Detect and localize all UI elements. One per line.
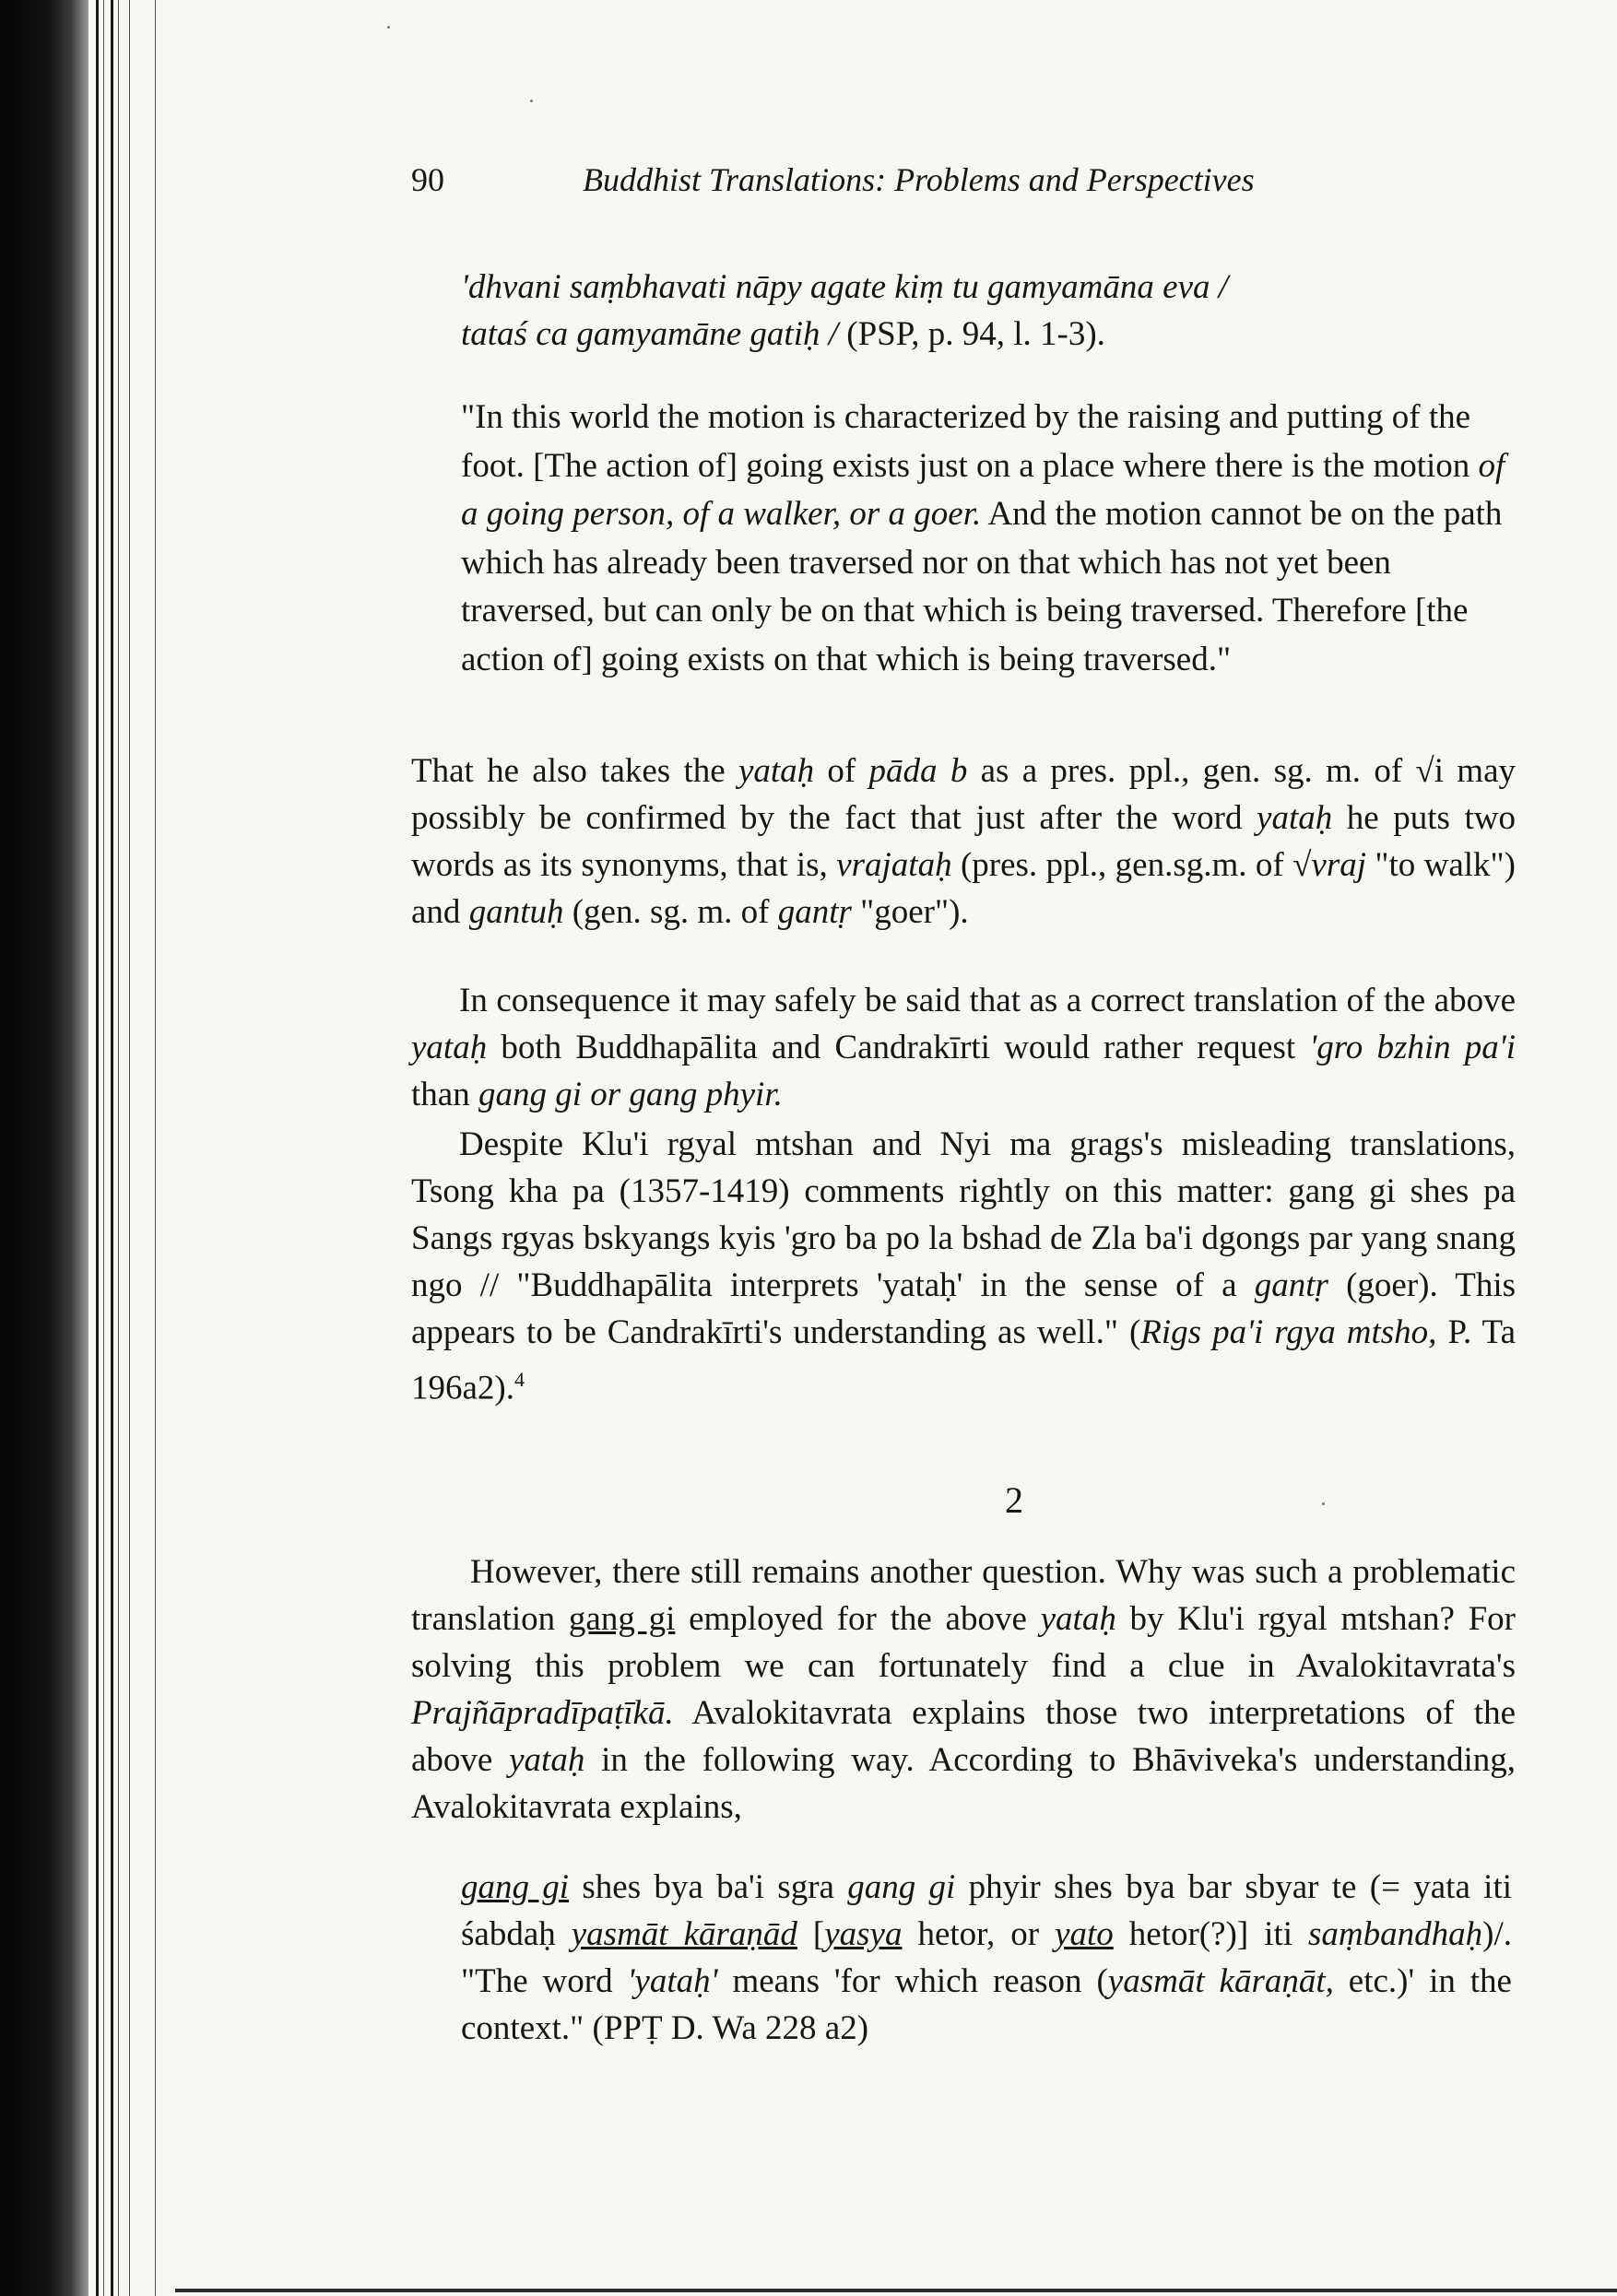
tibetan-quote: gang gi shes bya ba'i sgra gang gi phyir shes bya bar sbyar te (= yata iti śabdaḥ yasmāt kāraṇād [yasya hetor, or yato hetor(?)] iti saṃbandhaḥ)/. "The word 'yataḥ' means 'for which reason (yasmāt kāraṇāt, etc.)' in the context." (PPṬ D. Wa 228 a2) [461, 1868, 1513, 2047]
paragraph-2: In consequence it may safely be said that as a correct translation of the above yataḥ both Buddhapālita and Candrakīrti would rather request 'gro bzhin pa'i than gang gi or gang phyir. [411, 982, 1516, 1113]
paragraph-4: However, there still remains another question. Why was such a problematic translation gang gi employed for the above yataḥ by Klu'i rgyal mtshan? For solving this problem we can fortunately find a clue in Avalokitavrata's Prajñāpradīpaṭīkā. Avalokitavrata explains those two interpretations of the above yataḥ in the following way. According to Bhāviveka's understanding, Avalokitavrata explains, [411, 1553, 1516, 1826]
footnote-marker: 4 [514, 1368, 525, 1391]
book-binding-shadow [0, 0, 175, 2296]
sanskrit-line-2: tataś ca gamyamāne gatiḥ / (PSP, p. 94, l. 1-3). [461, 315, 1105, 353]
sanskrit-quote [461, 264, 1505, 358]
scan-speck [387, 26, 390, 29]
section-number: 2 [1005, 1479, 1023, 1521]
paragraph-1: That he also takes the yataḥ of pāda b as a pres. ppl., gen. sg. m. of √i may possibly be confirmed by the fact that just after the word yataḥ he puts two words as its synonyms, that is, vrajataḥ (pres. ppl., gen.sg.m. of √vraj "to walk") and gantuḥ (gen. sg. m. of gantṛ "goer"). [411, 752, 1516, 931]
paragraph-3: Despite Klu'i rgyal mtshan and Nyi ma grags's misleading translations, Tsong kha pa (1357-1419) comments rightly on this matter: gang gi shes pa Sangs rgyas bskyangs kyis 'gro ba po la bshad de Zla ba'i dgongs par yang snang ngo // "Buddhapālita interprets 'yataḥ' in the sense of a gantṛ (goer). This appears to be Candrakīrti's understanding as well." (Rigs pa'i rgya mtsho, P. Ta 196a2).$^4$ [411, 1125, 1516, 1407]
scan-speck [530, 100, 533, 102]
scan-speck [1322, 1502, 1325, 1505]
quote-translation: "In this world the motion is characterized by the raising and putting of the foot. [The action of] going exists just on a place where there is the motion of a going person, of a walker, or a goer. And the motion cannot be on the path which has already been traversed nor on that which has not yet been traversed, but can only be on that which is being traversed. Therefore [the action of] going exists on that which is being traversed." [461, 398, 1505, 678]
running-title: Buddhist Translations: Problems and Perspectives [583, 161, 1255, 198]
sanskrit-line-1: 'dhvani saṃbhavati nāpy agate kiṃ tu gamyamāna eva / [461, 268, 1229, 306]
page-number: 90 [411, 161, 444, 198]
bottom-scan-edge [175, 2289, 1617, 2292]
